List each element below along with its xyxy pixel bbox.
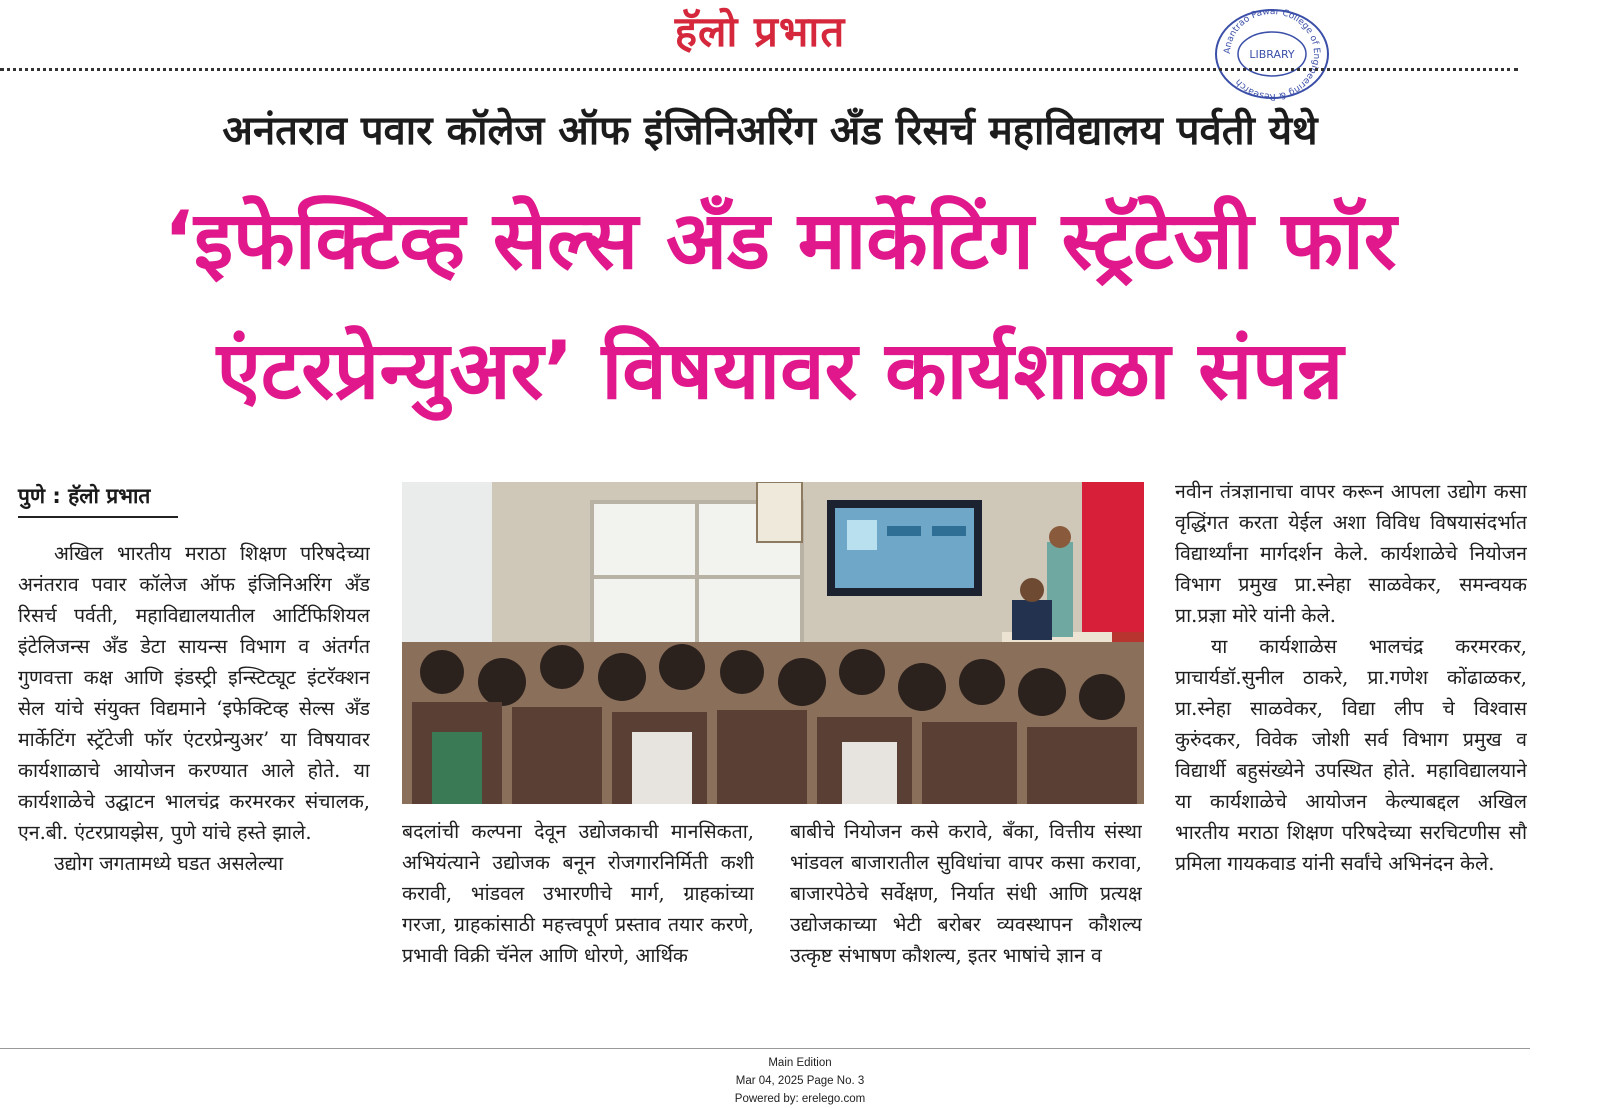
- article-column-2: [402, 816, 754, 1016]
- column-3-text: बाबीचे नियोजन कसे करावे, बँका, वित्तीय संस्था भांडवल बाजारातील सुविधांचा वापर कसा करावा, बाजारपेठेचे सर्वेक्षण, निर्यात संधी आणि प्रत्यक्ष उद्योजकाच्या भेटी बरोबर व्यवस्थापन कौशल्य उत्कृष्ट संभाषण कौशल्य, इतर भाषांचे ज्ञान व: [790, 820, 1142, 967]
- kicker-headline: अनंतराव पवार कॉलेज ऑफ इंजिनिअरिंग अँड रिसर्च महाविद्यालय पर्वती येथे: [222, 108, 1318, 154]
- stamp-ring-text: Anantrao Pawar College of Engineering & Research: [1222, 6, 1322, 102]
- library-stamp: [1212, 6, 1332, 102]
- footer-divider: [0, 1048, 1530, 1049]
- masthead-divider: [0, 68, 1518, 71]
- main-headline: [40, 176, 1520, 436]
- masthead: [0, 2, 1600, 60]
- column-4-paragraph-1: नवीन तंत्रज्ञानाचा वापर करून आपला उद्योग कसा वृद्धिंगत करता येईल अशा विविध विषयासंदर्भात विद्यार्थ्यांना मार्गदर्शन केले. कार्यशाळेचे नियोजन विभाग प्रमुख प्रा.स्नेहा साळवेकर, समन्वयक प्रा.प्रज्ञा मोरे यांनी केले.: [1175, 480, 1527, 627]
- article-column-3: [790, 816, 1142, 1016]
- column-4-paragraph-2: या कार्यशाळेस भालचंद्र करमरकर, प्राचार्यडॉ.सुनील ठाकरे, प्रा.गणेश कोंढाळकर, प्रा.स्नेहा साळवेकर, विद्या लीप चे विश्वास कुरुंदकर, विवेक जोशी सर्व विभाग प्रमुख व विद्यार्थी बहुसंख्येने उपस्थित होते. महाविद्यालयाने या कार्यशाळेचे आयोजन केल्याबद्दल अखिल भारतीय मराठा शिक्षण परिषदेच्या सरचिटणीस सौ प्रमिला गायकवाड यांनी सर्वांचे अभिनंदन केले.: [1175, 635, 1527, 875]
- byline: पुणे : हॅलो प्रभात: [18, 482, 178, 518]
- column-2-text: बदलांची कल्पना देवून उद्योजकाची मानसिकता, अभियंत्याने उद्योजक बनून रोजगारनिर्मिती कशी करावी, भांडवल उभारणीचे मार्ग, ग्राहकांच्या गरजा, ग्राहकांसाठी महत्त्वपूर्ण प्रस्ताव तयार करणे, प्रभावी विक्री चॅनेल आणि धोरणे, आर्थिक: [402, 820, 754, 967]
- column-1-paragraph-1: अखिल भारतीय मराठा शिक्षण परिषदेच्या अनंतराव पवार कॉलेज ऑफ इंजिनिअरिंग अँड रिसर्च पर्वती, महाविद्यालयातील आर्टिफिशियल इंटेलिजन्स अँड डेटा सायन्स विभाग व अंतर्गत गुणवत्ता कक्ष आणि इंडस्ट्री इन्स्टिट्यूट इंटरॅक्शन सेल यांचे संयुक्त विद्यमाने ‘इफेक्टिव्ह सेल्स अँड मार्केटिंग स्ट्रॅटेजी फॉर एंटरप्रेन्युअर’ या विषयावर कार्यशाळाचे आयोजन करण्यात आले होते. या कार्यशाळेचे उद्घाटन भालचंद्र करमरकर संचालक, एन.बी. एंटरप्रायझेस, पुणे यांचे हस्ते झाले.: [18, 542, 370, 844]
- footer-powered-by[interactable]: Powered by: erelego.com: [734, 1093, 866, 1105]
- article-column-4: [1175, 476, 1527, 1036]
- footer-edition: Main Edition: [768, 1057, 832, 1069]
- column-1-paragraph-2: उद्योग जगतामध्ये घडत असलेल्या: [54, 852, 284, 875]
- page-footer: [640, 1054, 960, 1108]
- article-column-1: [18, 538, 370, 1018]
- footer-date-page: Mar 04, 2025 Page No. 3: [735, 1075, 865, 1087]
- stamp-center-text: LIBRARY: [1249, 48, 1295, 61]
- headline-line-1: ‘इफेक्टिव्ह सेल्स अँड मार्केटिंग स्ट्रॅटेजी फॉर: [163, 194, 1397, 287]
- masthead-title: हॅलो प्रभात: [674, 7, 846, 56]
- headline-line-2: एंटरप्रेन्युअर’ विषयावर कार्यशाळा संपन्न: [216, 324, 1344, 417]
- workshop-photo: [402, 482, 1144, 804]
